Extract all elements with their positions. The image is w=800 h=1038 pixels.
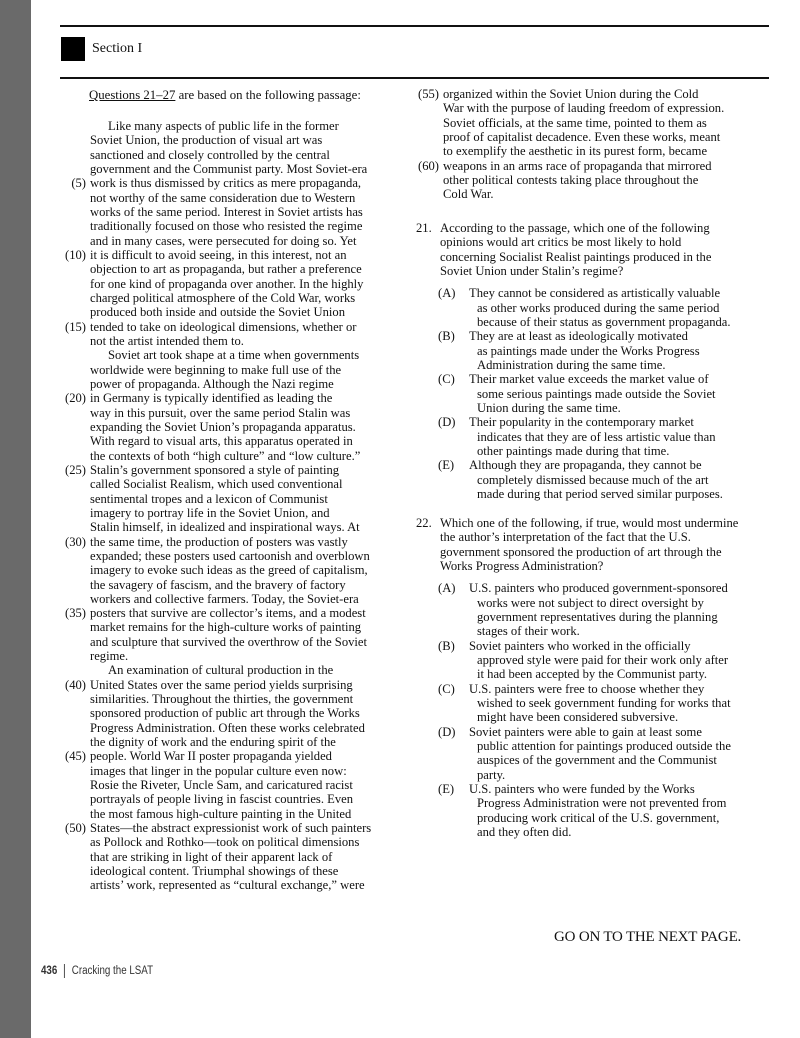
passage-line (90, 291, 371, 305)
option-line (416, 387, 766, 401)
line-text: imagery to portray life in the Soviet Union, and (90, 505, 330, 520)
line-number: (25) (65, 462, 86, 477)
line-text: it is difficult to avoid seeing, in this interest, not an (90, 247, 347, 262)
line-text: to exemplify the aesthetic in its purest form, became (443, 144, 708, 159)
line-text: An examination of cultural production in the (108, 663, 334, 678)
passage-line (90, 133, 371, 147)
option-line (416, 639, 766, 653)
passage-line (90, 406, 371, 420)
option-text: Union during the same time. (477, 400, 621, 415)
line-text: Soviet art took shape at a time when governments (108, 348, 360, 363)
page-footer (41, 964, 153, 978)
passage-line (90, 506, 371, 520)
option-line (416, 315, 766, 329)
line-text: portrayals of people living in fascist countries. Even (90, 792, 353, 807)
intro-text: are based on the following passage: (175, 88, 361, 102)
line-text: other political contests taking place throughout the (443, 172, 699, 187)
line-text: proof of capitalist decadence. Even these works, meant (443, 129, 721, 144)
passage-line (90, 649, 371, 663)
option-text: might have been considered subversive. (477, 710, 679, 725)
option-line (416, 301, 766, 315)
option-text: U.S. painters who produced government-sponsored (469, 581, 728, 596)
passage-line (90, 191, 371, 205)
option-text: They are at least as ideologically motivated (469, 329, 688, 344)
option-line (416, 458, 766, 472)
option-text: U.S. painters were free to choose whether they (469, 681, 705, 696)
passage-line (90, 219, 371, 233)
passage-line (90, 148, 371, 162)
passage-line (90, 377, 371, 391)
option-letter: (B) (438, 329, 455, 344)
option-line (416, 739, 766, 753)
option-text: U.S. painters who were funded by the Works (469, 781, 695, 796)
passage-line (90, 348, 371, 362)
option-letter: (D) (438, 724, 456, 739)
line-number: (45) (65, 749, 86, 764)
option-letter: (C) (438, 372, 455, 387)
option-line (416, 796, 766, 810)
option-line (416, 653, 766, 667)
option-letter: (E) (438, 458, 455, 473)
option-text: wished to seek government funding for works that (477, 695, 731, 710)
line-text: United States over the same period yields surprising (90, 677, 353, 692)
line-text: expanding the Soviet Union’s propaganda apparatus. (90, 419, 356, 434)
option-text: Although they are propaganda, they cannot be (469, 458, 702, 473)
line-text: for one kind of propaganda over another. In the highly (90, 276, 364, 291)
stem-text: Soviet Union under Stalin’s regime? (440, 263, 624, 278)
answer-option-d[interactable] (416, 725, 766, 782)
option-text: auspices of the government and the Communist (477, 753, 717, 768)
answer-option-e[interactable] (416, 458, 766, 501)
passage-line (90, 620, 371, 634)
line-text: worldwide were beginning to make full use of the (90, 362, 342, 377)
line-text: and in many cases, were persecuted for doing so. Yet (90, 233, 357, 248)
line-number: (5) (71, 176, 86, 191)
passage-line (65, 749, 371, 764)
stem-text: Which one of the following, if true, would most undermine (440, 516, 739, 530)
option-text: as paintings made under the Works Progress (477, 343, 700, 358)
line-text: way in this pursuit, over the same period Stalin was (90, 405, 351, 420)
question-range: Questions 21–27 (89, 88, 176, 102)
line-text: imagery to evoke such ideas as the greed of capitalism, (90, 563, 368, 578)
option-text: party. (477, 767, 506, 782)
passage-line (90, 721, 371, 735)
question-21 (416, 221, 766, 501)
passage-line (418, 158, 724, 173)
option-line (416, 682, 766, 696)
option-line (416, 825, 766, 839)
option-text: indicates that they are of less artistic value than (477, 429, 716, 444)
passage-line (90, 706, 371, 720)
option-line (416, 286, 766, 300)
option-letter: (A) (438, 581, 456, 596)
line-text: market remains for the high-culture works of painting (90, 620, 362, 635)
passage-line (90, 807, 371, 821)
continue-notice: GO ON TO THE NEXT PAGE. (554, 929, 742, 945)
option-text: it had been accepted by the Communist party. (477, 667, 708, 682)
option-line (416, 415, 766, 429)
passage-left-column (65, 119, 372, 893)
section-label: Section I (92, 41, 143, 56)
passage-line (90, 449, 371, 463)
passage-line (65, 534, 371, 549)
line-number: (15) (65, 319, 86, 334)
line-text: and sculpture that survived the overthrow of the Soviet (90, 634, 367, 649)
line-text: the dignity of work and the enduring spirit of the (90, 735, 336, 750)
passage-line (90, 119, 371, 133)
passage-line (65, 677, 371, 692)
option-letter: (D) (438, 415, 456, 430)
line-text: sanctioned and closely controlled by the central (90, 147, 330, 162)
passage-line (443, 173, 724, 187)
passage-line (90, 205, 371, 219)
question-stem-line (416, 221, 766, 235)
line-text: the most famous high-culture painting in the United (90, 806, 352, 821)
line-text: the contexts of both “high culture” and “low culture.” (90, 448, 361, 463)
option-text: stages of their work. (477, 624, 580, 639)
answer-option-c[interactable] (416, 372, 766, 415)
passage-line (90, 477, 371, 491)
line-text: people. World War II poster propaganda yielded (90, 749, 332, 764)
option-text: because of their status as government propaganda. (477, 314, 731, 329)
line-text: Soviet officials, at the same time, pointed to them as (443, 115, 707, 130)
option-line (416, 401, 766, 415)
line-text: not the artist intended them to. (90, 333, 244, 348)
stem-text: Works Progress Administration? (440, 558, 604, 573)
passage-line (65, 462, 371, 477)
line-text: With regard to visual arts, this apparatus operated in (90, 434, 353, 449)
line-text: sponsored production of public art through the Works (90, 706, 360, 721)
passage-line (65, 606, 371, 621)
stem-text: According to the passage, which one of the following (440, 221, 710, 235)
line-number: (20) (65, 391, 86, 406)
passage-line (90, 778, 371, 792)
line-text: the same time, the production of posters was vastly (90, 534, 348, 549)
line-text: charged political atmosphere of the Cold War, works (90, 290, 356, 305)
line-text: Stalin’s government sponsored a style of painting (90, 462, 340, 477)
line-text: Like many aspects of public life in the former (108, 119, 339, 133)
line-text: weapons in an arms race of propaganda that mirrored (443, 158, 712, 173)
answer-option-c[interactable] (416, 682, 766, 725)
option-text: government representatives during the planning (477, 609, 718, 624)
option-line (416, 696, 766, 710)
passage-line (418, 87, 724, 101)
option-text: Administration during the same time. (477, 357, 666, 372)
line-text: Cold War. (443, 187, 494, 202)
stem-text: concerning Socialist Realist paintings produced in the (440, 249, 712, 264)
passage-line (90, 792, 371, 806)
answer-option-a[interactable] (416, 286, 766, 329)
option-text: They cannot be considered as artistically valuable (469, 286, 721, 301)
line-text: images that linger in the popular culture even now: (90, 763, 347, 778)
option-line (416, 444, 766, 458)
passage-line (90, 434, 371, 448)
option-line (416, 782, 766, 796)
passage-line (90, 305, 371, 319)
option-line (416, 667, 766, 681)
passage-line (65, 319, 371, 334)
answer-option-b[interactable] (416, 329, 766, 372)
option-line (416, 473, 766, 487)
passage-line (90, 663, 371, 677)
line-text: not worthy of the same consideration due to Western (90, 190, 356, 205)
spacer (416, 573, 766, 581)
line-text: produced both inside and outside the Soviet Union (90, 305, 345, 320)
line-text: traditionally focused on those who resisted the regime (90, 219, 363, 234)
top-rule (60, 25, 769, 27)
option-line (416, 430, 766, 444)
line-text: posters that survive are collector’s items, and a modest (90, 606, 366, 621)
option-line (416, 372, 766, 386)
passage-line (90, 262, 371, 276)
line-text: the savagery of fascism, and the bravery of factory (90, 577, 346, 592)
passage-line (65, 247, 371, 262)
stem-text: government sponsored the production of art through the (440, 544, 722, 559)
line-text: States—the abstract expressionist work of such painters (90, 821, 372, 836)
passage-line (65, 391, 371, 406)
question-number: 22. (416, 516, 432, 530)
line-number: (30) (65, 534, 86, 549)
line-text: that are striking in light of their apparent lack of (90, 849, 333, 864)
option-text: as other works produced during the same period (477, 300, 720, 315)
passage-line (90, 578, 371, 592)
option-line (416, 329, 766, 343)
passage-line (65, 821, 372, 836)
option-line (416, 358, 766, 372)
option-line (416, 624, 766, 638)
option-text: some serious paintings made outside the Soviet (477, 386, 716, 401)
question-stem-line (416, 250, 766, 264)
header-rule (60, 77, 769, 79)
line-text: Stalin himself, in idealized and inspirational ways. At (90, 520, 360, 535)
question-stem-line (416, 545, 766, 559)
passage-line (443, 187, 724, 201)
question-stem-line (416, 530, 766, 544)
page-edge-strip (0, 0, 31, 1038)
option-text: Soviet painters who worked in the officially (469, 638, 691, 653)
line-number: (50) (65, 821, 86, 836)
passage-right-column (418, 87, 725, 202)
option-text: Their market value exceeds the market value of (469, 372, 709, 387)
passage-line (90, 878, 371, 892)
stem-text: the author’s interpretation of the fact that the U.S. (440, 530, 691, 545)
line-text: works of the same period. Interest in Soviet artists has (90, 204, 363, 219)
line-text: tended to take on ideological dimensions, whether or (90, 319, 357, 334)
passage-line (90, 735, 371, 749)
passage-line (90, 277, 371, 291)
passage-line (90, 864, 371, 878)
line-text: similarities. Throughout the thirties, the government (90, 692, 354, 707)
option-line (416, 581, 766, 595)
question-stem-line (416, 559, 766, 573)
passage-line (90, 162, 371, 176)
passage-line (90, 835, 371, 849)
option-text: and they often did. (477, 824, 572, 839)
section-marker-square (61, 37, 85, 61)
line-number: (10) (65, 247, 86, 262)
option-text: public attention for paintings produced outside the (477, 738, 731, 753)
option-letter: (B) (438, 638, 455, 653)
passage-intro (89, 88, 361, 103)
line-number: (60) (418, 158, 439, 173)
option-text: producing work critical of the U.S. government, (477, 810, 720, 825)
line-text: sentimental tropes and a lexicon of Communist (90, 491, 328, 506)
line-text: work is thus dismissed by critics as mere propaganda, (90, 176, 362, 191)
passage-line (90, 563, 371, 577)
question-stem-line (416, 516, 766, 530)
question-stem-line (416, 235, 766, 249)
option-line (416, 725, 766, 739)
line-text: Rosie the Riveter, Uncle Sam, and caricatured racist (90, 778, 353, 793)
line-text: organized within the Soviet Union during the Cold (443, 87, 699, 101)
option-letter: (C) (438, 681, 455, 696)
page-number: 436 (41, 965, 58, 978)
answer-option-a[interactable] (416, 581, 766, 638)
passage-line (90, 234, 371, 248)
passage-line (90, 692, 371, 706)
answer-option-b[interactable] (416, 639, 766, 682)
option-line (416, 753, 766, 767)
passage-line (90, 635, 371, 649)
line-text: called Socialist Realism, which used conventional (90, 477, 343, 492)
passage-line (90, 334, 371, 348)
book-title: Cracking the LSAT (71, 965, 154, 978)
line-text: workers and collective farmers. Today, the Soviet-era (90, 591, 359, 606)
passage-line (71, 176, 371, 191)
option-text: made during that period served similar purposes. (477, 486, 723, 501)
answer-option-d[interactable] (416, 415, 766, 458)
option-text: completely dismissed because much of the art (477, 472, 709, 487)
passage-line (443, 130, 724, 144)
spacer (416, 278, 766, 286)
line-text: War with the purpose of lauding freedom of expression. (443, 101, 725, 116)
option-letter: (E) (438, 781, 455, 796)
line-number: (55) (418, 87, 439, 101)
option-text: approved style were paid for their work only after (477, 652, 729, 667)
line-text: artists’ work, represented as “cultural exchange,” were (90, 878, 365, 893)
line-text: objection to art as propaganda, but rather a preference (90, 262, 362, 277)
footer-divider (64, 964, 65, 978)
line-text: expanded; these posters used cartoonish and overblown (90, 548, 370, 563)
line-text: government and the Communist party. Most Soviet-era (90, 161, 368, 176)
option-letter: (A) (438, 286, 456, 301)
stem-text: opinions would art critics be most likely to hold (440, 235, 682, 250)
passage-line (443, 116, 724, 130)
answer-option-e[interactable] (416, 782, 766, 839)
line-number: (40) (65, 677, 86, 692)
passage-line (443, 144, 724, 158)
option-line (416, 768, 766, 782)
option-line (416, 710, 766, 724)
option-text: other paintings made during that time. (477, 443, 670, 458)
passage-line (90, 520, 371, 534)
option-text: works were not subject to direct oversight by (477, 595, 704, 610)
line-text: Soviet Union, the production of visual art was (90, 133, 323, 148)
line-text: ideological content. Triumphal showings of these (90, 864, 339, 879)
line-text: regime. (90, 649, 129, 664)
option-line (416, 487, 766, 501)
line-text: Progress Administration. Often these works celebrated (90, 720, 365, 735)
passage-line (90, 549, 371, 563)
line-text: as Pollock and Rothko—took on political dimensions (90, 835, 360, 850)
passage-line (443, 101, 724, 115)
option-text: Progress Administration were not prevented from (477, 796, 727, 811)
option-line (416, 344, 766, 358)
passage-line (90, 764, 371, 778)
line-number: (35) (65, 606, 86, 621)
passage-line (90, 420, 371, 434)
line-text: power of propaganda. Although the Nazi regime (90, 376, 334, 391)
question-stem-line (416, 264, 766, 278)
passage-line (90, 363, 371, 377)
passage-line (90, 592, 371, 606)
passage-line (90, 492, 371, 506)
question-number: 21. (416, 221, 432, 235)
option-text: Soviet painters were able to gain at least some (469, 724, 702, 739)
question-22 (416, 516, 766, 839)
option-line (416, 596, 766, 610)
option-text: Their popularity in the contemporary market (469, 415, 694, 430)
option-line (416, 610, 766, 624)
option-line (416, 811, 766, 825)
line-text: in Germany is typically identified as leading the (90, 391, 333, 406)
passage-line (90, 850, 371, 864)
